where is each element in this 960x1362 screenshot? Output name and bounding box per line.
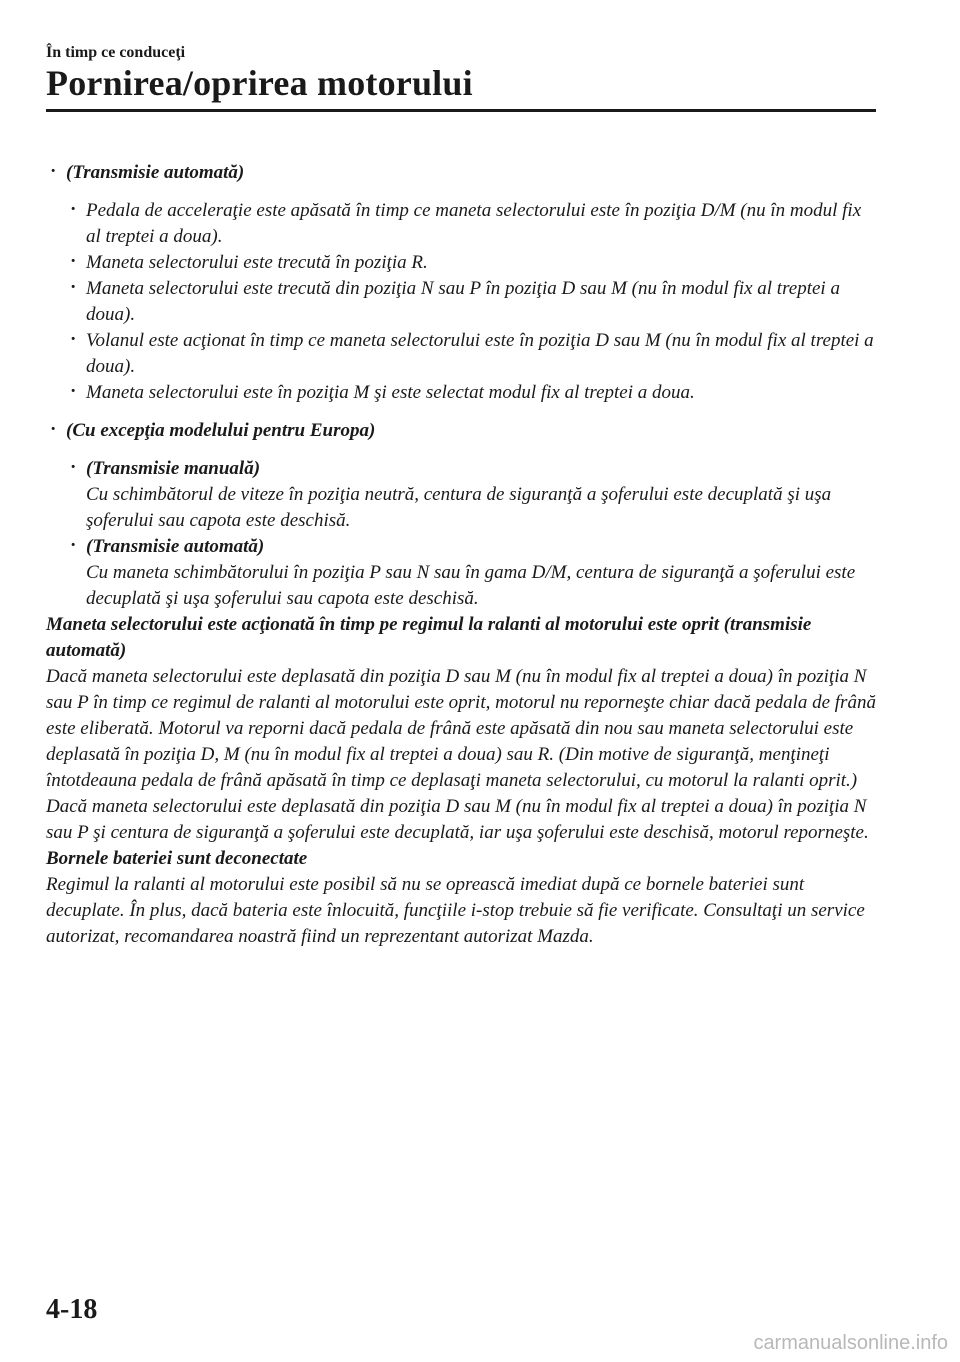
title-divider xyxy=(46,109,876,112)
automatic-transmission-item xyxy=(66,534,876,612)
selector-paragraph: Dacă maneta selectorului este deplasată din poziţia D sau M (nu în modul fix al treptei a doua) în poziţia N sau P în timp ce regimul de ralanti al motorului este oprit, motorul nu reporneşte chiar dacă pedala de frână este eliberată. Motorul va reporni dacă pedala de frână este apăsată din nou sau maneta selectorului este deplasată în poziţia D, M (nu în modul fix al treptei a doua) sau R. (Din motive de siguranţă, menţineţi întotdeauna pedala de frână apăsată în timp ce deplasaţi maneta selectorului, cu motorul la ralanti oprit.) xyxy=(46,666,876,791)
page-title: Pornirea/oprirea motorului xyxy=(46,63,473,103)
manual-transmission-item xyxy=(66,456,876,534)
section-label: În timp ce conduceţi xyxy=(46,44,186,61)
watermark-text: carmanualsonline.info xyxy=(753,1332,948,1354)
manual-text: Cu schimbătorul de viteze în poziţia neutră, centura de siguranţă a şoferului este decuplată şi uşa şoferului sau capota este deschisă. xyxy=(86,484,832,531)
automatic-heading: · (Transmisie automată) xyxy=(86,536,265,557)
manual-heading: · (Transmisie manuală) xyxy=(86,458,261,479)
battery-section-heading: Bornele bateriei sunt deconectate xyxy=(46,848,308,869)
selector-paragraph: Dacă maneta selectorului este deplasată din poziţia D sau M (nu în modul fix al treptei a doua) în poziţia N sau P şi centura de siguranţă a şoferului este decuplată, iar uşa şoferului este deschisă, motorul reporneşte. xyxy=(46,796,869,843)
list-item: · Maneta selectorului este în poziţia M şi este selectat modul fix al treptei a doua. xyxy=(66,380,876,406)
automatic-text: Cu maneta schimbătorului în poziţia P sau N sau în gama D/M, centura de siguranţă a şoferului este decuplată şi uşa şoferului sau capota este deschisă. xyxy=(86,562,856,609)
page-content xyxy=(46,160,876,950)
battery-paragraph: Regimul la ralanti al motorului este posibil să nu se oprească imediat după ce bornele bateriei sunt decuplate. În plus, dacă bateria este înlocuită, funcţiile i-stop trebuie să fie verificate. Consultaţi un service autorizat, recomandarea noastră fiind un reprezentant autorizat Mazda. xyxy=(46,874,865,947)
list-item: · Volanul este acţionat în timp ce maneta selectorului este în poziţia D sau M (nu în modul fix al treptei a doua). xyxy=(66,328,876,380)
at-block-heading: · (Transmisie automată) xyxy=(46,160,876,186)
selector-section-heading: Maneta selectorului este acţionată în timp pe regimul la ralanti al motorului este oprit (transmisie automată) xyxy=(46,614,812,661)
list-item: · Maneta selectorului este trecută din poziţia N sau P în poziţia D sau M (nu în modul fix al treptei a doua). xyxy=(66,276,876,328)
list-item: · Maneta selectorului este trecută în poziţia R. xyxy=(66,250,876,276)
except-europe-heading: · (Cu excepţia modelului pentru Europa) xyxy=(46,418,876,444)
list-item: · Pedala de acceleraţie este apăsată în timp ce maneta selectorului este în poziţia D/M (nu în modul fix al treptei a doua). xyxy=(66,198,876,250)
page-number: 4-18 xyxy=(46,1294,98,1325)
